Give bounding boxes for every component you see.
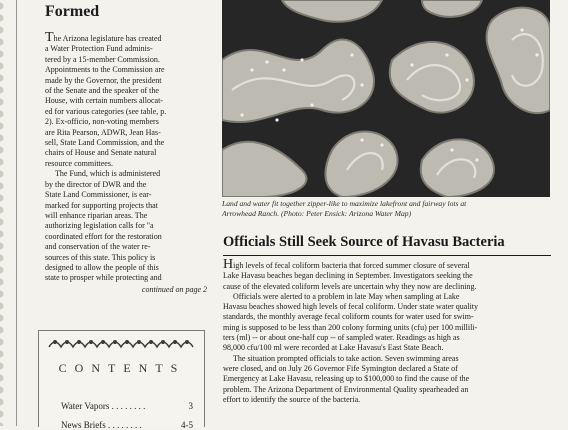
left-heading: Formed (45, 3, 100, 20)
photo-caption: Land and water fit together zipper-like to maximize lakefront and fairway lots at Arrowhead Ranch. (Photo: Peter Ensick: Arizona Water Map) (222, 199, 467, 218)
continued-link[interactable]: continued on page 2 (141, 284, 207, 294)
contents-box (38, 330, 205, 430)
dropcap-t: T (45, 30, 54, 45)
title-rule (223, 255, 551, 256)
wave-ornament-icon (47, 337, 197, 351)
left-body-text (45, 30, 207, 295)
toc-item-water-vapors[interactable]: Water Vapors . . . . . . . . 3 (61, 401, 193, 411)
article-para-3: The situation prompted officials to take action. Seven swimming areas were closed, and on July 26 Governor Fife Symington declared a State of Emergency at Lake Havasu, releasing up to $100,000 to find the cause of the problem. The Arizona Department of Environmental Quality spearheaded an effort to identify the source of the bacteria. (223, 353, 470, 404)
aerial-photo (222, 0, 550, 197)
perforated-edge (0, 0, 16, 426)
article-body (223, 257, 549, 405)
toc-item-news-briefs[interactable]: News Briefs . . . . . . . . 4-5 (61, 420, 193, 430)
contents-title: CONTENTS (58, 361, 186, 375)
article-title: Officials Still Seek Source of Havasu Bacteria (223, 234, 505, 250)
article-para-2: Officials were alerted to a problem in late May when sampling at Lake Havasu beaches showed high levels of fecal coliform. Under state water quality standards, the monthly average fecal coliform counts for water used for swim- ming is supposed to be less than 200 colony forming units (cfu) per 100 millili- ters (ml) -- or about one-half cup -- of sampled water. Readings as high as 98,000 cfu/100 ml were recorded at Lake Havasu's East State Beach. (223, 291, 479, 353)
aerial-photo-image (222, 0, 550, 197)
page-edge-line (16, 0, 17, 426)
left-para-2: The Fund, which is administered by the director of DWR and the State Land Commissioner, is ear- marked for supporting projects that will enhance riparian areas. The authorizing legislation calls for "a coordinated effort for the restoration and conservation of the water re- sources of this state. This policy is designed to allow the people of this state to prosper while protecting and (45, 169, 162, 283)
article-para-1: High levels of fecal coliform bacteria that forced summer closure of several Lake Havasu beaches began declining in September. Investigators seeking the cause of the elevated coliform levels are uncertain why they now are declining. (223, 257, 477, 291)
left-para-1: The Arizona legislature has created a Water Protection Fund adminis- tered by a 15-member Commission. Appointments to the Commission are made by the Governor, the president of the Senate and the speaker of the House, with certain numbers allocat- ed for various categories (see table, p. 2). Ex-officio, non-voting members are Rita Pearson, ADWR, Jean Has- sell, State Land Commission, and the chairs of House and Senate natural resource committees. (45, 30, 167, 168)
dropcap-h: H (223, 257, 234, 272)
